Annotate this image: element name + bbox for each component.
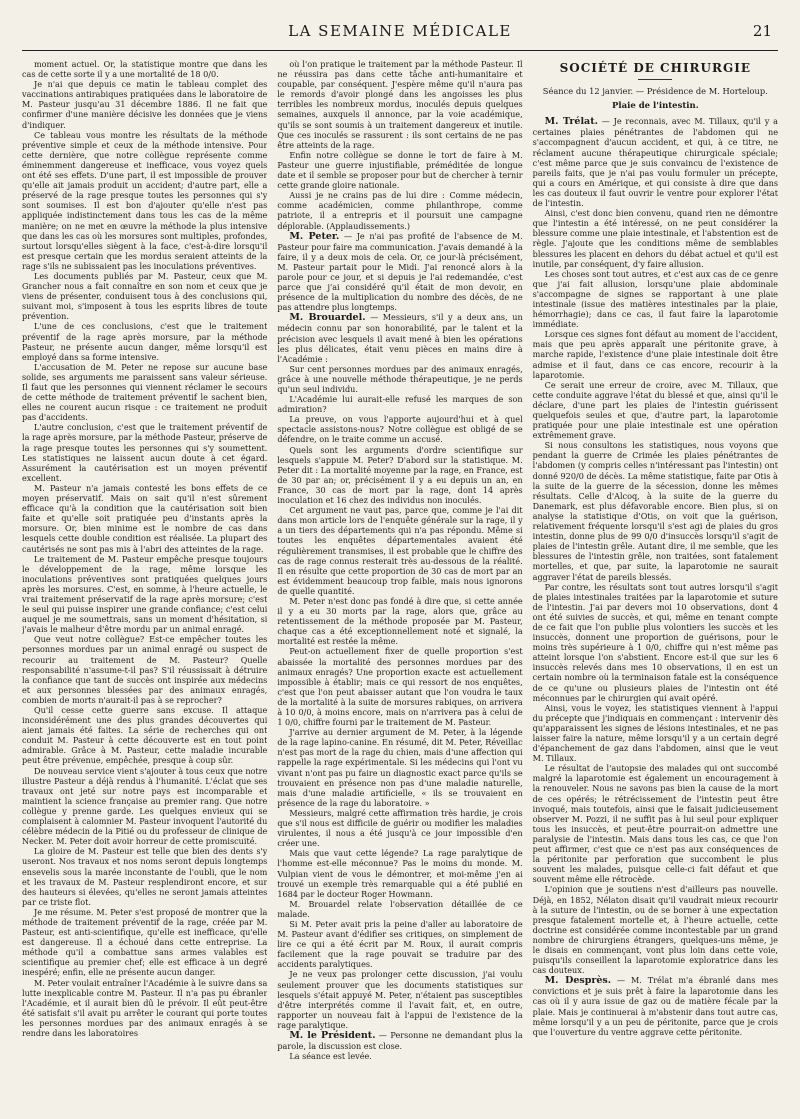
speaker-name: M. Brouardel. — [289, 312, 366, 324]
paragraph: Si nous consultons les statistiques, nous voyons que pendant la guerre de Crimée les plaies pénétrantes de l'abdomen (y compris celles n'intéressant pas l'intestin) ont donné 920/0 de décès. La même statistique, faite par Otis à la suite de la guerre de la sécession, donne les mêmes résultats. Celle d'Alcoq, à la suite de la guerre du Danemark, est plus défavorable encore. Bien plus, si on analyse la statistique d'Otis, on voit que la guérison, relativement fréquente lorsqu'il s'est agi de plaies du gros intestin, donne plus de 99 0/0 d'insuccès lorsqu'il s'agit de plaies de l'intestin grêle. Autant dire, il me semble, que les blessures de l'intestin grêle, non traitées, sont fatalement mortelles, et que, par suite, la laparotomie ne saurait aggraver l'état de pareils blessés. — [532, 440, 778, 582]
paragraph: Par contre, les résultats sont tout autres lorsqu'il s'agit de plaies intestinales traitées par la laparotomie et suture de l'intestin. J'ai par devers moi 10 observations, dont 4 ont été suivies de succès, et qui, même en tenant compte de ce fait que l'on publie plus volontiers les succès et les insuccès, donnent une proportion de guérisons, pour le moins très supérieure à 1 0/0, chiffre qui n'est même pas atteint lorsque l'on s'abstient. Encore est-il que sur les 6 insuccès relevés dans mes 10 observations, il en est un certain nombre où la terminaison fatale est la conséquence de ce qu'une ou plusieurs plaies de l'intestin ont été méconnues par le chirurgien qui avait opéré. — [532, 581, 778, 703]
paragraph: Si M. Peter avait pris la peine d'aller au laboratoire de M. Pasteur avant d'édifier ses critiques, on simplement de lire ce qui a été écrit par M. Roux, il aurait compris facilement que la rage pouvait se traduire par des accidents paralytiques. — [277, 918, 523, 970]
speech-president — [277, 1030, 522, 1051]
paragraph: Les documents publiés par M. Pasteur, ceux que M. Grancher nous a fait connaître en son nom et ceux que je viens de présenter, conduisent tous à des conclusions qui, suivant moi, s'imposent à tous les esprits libres de toute prévention. — [22, 270, 268, 322]
speech-despres — [533, 975, 778, 1037]
paragraph: Je ne veux pas prolonger cette discussion, j'ai voulu seulement prouver que les documents statistiques sur lesquels s'était appuyé M. Peter, n'étaient pas susceptibles d'être interprétés comme il l'avait fait, et, en outre, rapporter un nouveau fait à l'appui de l'existence de la rage paralytique. — [277, 969, 523, 1030]
speaker-name: M. Trélat. — [544, 116, 598, 128]
section-title: SOCIÉTÉ DE CHIRURGIE — [559, 61, 751, 75]
paragraph: Le résultat de l'autopsie des malades qui ont succombé malgré la laparotomie est également un encouragement à la renouveler. Nous ne savons pas bien la cause de la mort de ces opérés; le rétrécissement de l'intestin peut être invoqué, mais toutefois, ainsi que le faisait judicieusement observer M. Pozzi, il ne suffit pas à lui seul pour expliquer tous les insuccès, et peut-être pourrait-on admettre une paralysie de l'intestin. Mais dans tous les cas, ce que l'on peut affirmer, c'est que ce n'est pas aux conséquences de la péritonite par perforation que succombent le plus souvent les malades, puisque celle-ci fait défaut et que souvent même elle rétrocède. — [532, 763, 778, 885]
paragraph: Sur cent personnes mordues par des animaux enragés, grâce à une nouvelle méthode thérapeutique, je ne perds qu'un seul individu. — [277, 363, 523, 394]
speech-text: — Messieurs, s'il y a deux ans, un médecin connu par son honorabilité, par le talent et la précision avec lesquels il avait mené à bien les opérations les plus délicates, était venu pièces en mains dire à l'Académie : — [277, 312, 523, 364]
speech-text: — Personne ne demandant plus la parole, la discussion est close. — [277, 1030, 523, 1052]
paragraph: Ce serait une erreur de croire, avec M. Tillaux, que cette conduite aggrave l'état du blessé et que, ainsi qu'il le déclare, d'une part les plaies de l'intestin guérissent quelquefois seules et que, d'autre part, la laparotomie pratiquée pour une plaie intestinale est une opération extrêmement grave. — [532, 379, 778, 441]
speech-brouardel — [277, 312, 522, 363]
speech-trelat — [533, 116, 778, 208]
paragraph: De nouveau service vient s'ajouter à tous ceux que notre illustre Pasteur a déjà rendus à l'humanité. L'éclat que ses travaux ont jeté sur notre pays est incomparable et maintient la science française au premier rang. Que notre collègue y prenne garde. Les quelques envieux qui se complaisent à calomnier M. Pasteur invoquent l'autorité du célèbre médecin de la Pitié ou du professeur de clinique de Necker. M. Peter doit avoir horreur de cette promiscuité. — [22, 765, 268, 847]
section-divider — [638, 79, 672, 80]
session-line: Séance du 12 janvier. — Présidence de M. Horteloup. — [542, 86, 768, 97]
paragraph: où l'on pratique le traitement par la méthode Pasteur. Il ne réussira pas dans cette tâche anti-humanitaire et coupable, par conséquent. J'espère même qu'il n'aura pas le remords d'avoir plongé dans les angoisses les plus terribles les nombreux mordus, inoculés depuis quelques semaines, auxquels il annonce, par la voie académique, qu'ils se sont soumis à un traitement dangereux et inutile. Que ces inoculés se rassurent : ils sont certains de ne pas être atteints de la rage. — [277, 59, 523, 150]
paragraph: Ainsi, vous le voyez, les statistiques viennent à l'appui du précepte que j'indiquais en commençant : intervenir dès qu'apparaissent les signes de lésions intestinales, et ne pas laisser faire la nature, même lorsqu'il y a un certain degré d'épanchement de gaz dans l'abdomen, ainsi que le veut M. Tillaux. — [532, 702, 778, 764]
page-header — [22, 18, 778, 51]
column-1 — [22, 59, 267, 1109]
columns — [22, 59, 778, 1109]
paragraph: M. Peter n'est donc pas fondé à dire que, si cette année il y a eu 30 morts par la rage, alors que, grâce au retentissement de la méthode proposée par M. Pasteur, chaque cas a été exceptionnellement noté et signalé, la mortalité est restée la même. — [277, 595, 523, 647]
paragraph: Qu'il cesse cette guerre sans excuse. Il attaque inconsidérément une des plus grandes découvertes qui aient jamais été faites. La série de recherches qui ont conduit M. Pasteur à cette découverte est en tout point admirable. Grâce à M. Pasteur, cette maladie incurable peut être prévenue, empêchée, presque à coup sûr. — [22, 705, 268, 766]
speaker-name: M. Desprès. — [544, 975, 612, 987]
paragraph: Aussi je ne crains pas de lui dire : Comme médecin, comme académicien, comme philanthrope, comme patriote, il a entrepris et il poursuit une campagne déplorable. (Applaudissements.) — [277, 190, 523, 231]
paragraph: M. Peter voulait entraîner l'Académie à le suivre dans sa lutte inexplicable contre M. Pasteur. Il n'a pas pu ébranler l'Académie, et il aurait bien dû le prévoir. Il eût peut-être été satisfait s'il avait pu arrêter le courant qui porte toutes les personnes mordues par des animaux enragés à se rendre dans les laboratoires — [22, 977, 268, 1038]
column-3 — [533, 59, 778, 1109]
paragraph: Le traitement de M. Pasteur empêche presque toujours le développement de la rage, même lorsque les inoculations préventives sont pratiquées quelques jours après les morsures. C'est, en somme, à l'heure actuelle, le vrai traitement préservatif de la rage après morsure; c'est le seul qui puisse inspirer une grande confiance; c'est celui auquel je me soumettrais, sans un moment d'hésitation, si j'avais le malheur d'être mordu par un animal enragé. — [22, 553, 268, 635]
paragraph: Ainsi, c'est donc bien convenu, quand rien ne démontre que l'intestin a été intéressé, on ne peut considérer la blessure comme une plaie intestinale, et l'abstention est de règle. J'ajoute que les conditions même de semblables blessures les placent en dehors du débat actuel et qu'il est inutile, par conséquent, d'y faire allusion. — [532, 208, 778, 269]
paragraph: J'arrive au dernier argument de M. Peter, à la légende de la rage lapino-canine. En résumé, dit M. Peter, Réveillac n'est pas mort de la rage du chien, mais d'une affection qui rappelle la rage expérimentale. Si les médecins qui l'ont vu vivant n'ont pas pu faire un diagnostic exact parce qu'ils se trouvaient en présence non pas d'une maladie naturelle, mais d'une maladie artificielle, « ils se trouvaient en présence de la rage du laboratoire. » — [277, 727, 523, 808]
paragraph: Quels sont les arguments d'ordre scientifique sur lesquels s'appuie M. Peter? D'abord sur la statistique. M. Peter dit : La mortalité moyenne par la rage, en France, est de 30 par an; or, précisément il y a eu depuis un an, en France, 30 cas de mort par la rage, dont 14 après inoculation et 16 chez des individus non inoculés. — [277, 444, 523, 506]
paragraph: Ce tableau vous montre les résultats de la méthode préventive simple et ceux de la méthode intensive. Pour cette dernière, que notre collègue représente comme éminemment dangereuse et inefficace, vous voyez quels ont été ses effets. D'une part, il est impossible de prouver qu'elle ait jamais produit un accident; d'autre part, elle a préservé de la rage presque toutes les personnes qui s'y sont soumises. Il est bon d'ajouter qu'elle n'est pas appliquée indistinctement dans tous les cas de la même manière; on ne met en œuvre la méthode la plus intensive que dans les cas où les morsures sont multiples, profondes, surtout lorsqu'elles siègent à la face, c'est-à-dire lorsqu'il est presque certain que les mordus seraient atteints de la rage s'ils ne subissaient pas les inoculations préventives. — [22, 129, 268, 271]
paragraph: moment actuel. Or, la statistique montre que dans les cas de cette sorte il y a une mortalité de 18 0/0. — [22, 59, 268, 80]
closing-line: La séance est levée. — [289, 1051, 372, 1062]
paragraph: L'Académie lui aurait-elle refusé les marques de son admiration? — [277, 394, 523, 415]
subheading: Plaie de l'intestin. — [611, 101, 699, 112]
paragraph: M. Pasteur n'a jamais contesté les bons effets de ce moyen préservatif. Mais on sait qu'il n'est sûrement efficace qu'à la condition que la cautérisation soit bien faite et qu'elle soit pratiquée peu d'instants après la morsure. Or, bien minime est le nombre de cas dans lesquels cette double condition est réalisée. La plupart des cautérisés ne sont pas mis à l'abri des atteintes de la rage. — [22, 482, 268, 554]
paragraph: Messieurs, malgré cette affirmation très hardie, je crois que s'il nous est difficile de guérir ou modifier les maladies virulentes, il nous a été jusqu'à ce jour impossible d'en créer une. — [277, 807, 523, 849]
paragraph: Je me résume. M. Peter s'est proposé de montrer que la méthode de traitement préventif de la rage, créée par M. Pasteur, est anti-scientifique, qu'elle est inefficace, qu'elle est dangereuse. Il a échoué dans cette entreprise. La méthode qu'il a combattue sans armes valables est scientifique au premier chef; elle est efficace à un degré inespéré; enfin, elle ne présente aucun danger. — [22, 906, 268, 978]
paragraph: Je n'ai que depuis ce matin le tableau complet des vaccinations antirabiques pratiquées dans le laboratoire de M. Pasteur jusqu'au 31 décembre 1886. Il ne fait que confirmer d'une manière décisive les données que je viens d'indiquer. — [22, 79, 268, 130]
paragraph: Mais que vaut cette légende? La rage paralytique de l'homme est-elle méconnue? Pas le moins du monde. M. Vulpian vient de vous le démontrer, et moi-même j'en ai trouvé un exemple très remarquable qui a été publié en 1684 par le docteur Roger Howmann. — [277, 848, 523, 899]
paragraph: L'opinion que je soutiens n'est d'ailleurs pas nouvelle. Déjà, en 1852, Nélaton disait qu'il vaudrait mieux recourir à la suture de l'intestin, ou de se borner à une expectation presque fatalement mortelle et, à l'heure actuelle, cette doctrine est considérée comme incontestable par un grand nombre de chirurgiens étrangers, quelques-uns même, je le disais en commençant, vont plus loin dans cette voie, puisqu'ils conseillent la laparotomie exploratrice dans les cas douteux. — [532, 884, 778, 976]
paragraph: Enfin notre collègue se donne le tort de faire à M. Pasteur une guerre injustifiable, préméditée de longue date et il semble se proposer pour but de chercher à ternir cette grande gloire nationale. — [277, 149, 523, 191]
paragraph: Lorsque ces signes font défaut au moment de l'accident, mais que peu après apparaît une péritonite grave, à marche rapide, l'existence d'une plaie intestinale doit être admise et il faut, dans ce cas encore, recourir à la laparotomie. — [532, 329, 778, 380]
page-number: 21 — [752, 22, 772, 40]
paragraph: M. Brouardel relate l'observation détaillée de ce malade. — [277, 898, 523, 919]
paragraph: Que veut notre collègue? Est-ce empêcher toutes les personnes mordues par un animal enragé ou suspect de recourir au traitement de M. Pasteur? Quelle responsabilité n'assume-t-il pas? S'il réussissait à détruire la confiance que tant de succès ont inspirée aux médecins et aux personnes blessées par des animaux enragés, combien de morts n'aurait-il pas à se reprocher? — [22, 634, 268, 705]
paragraph: L'une de ces conclusions, c'est que le traitement préventif de la rage après morsure, par la méthode Pasteur, ne présente aucun danger, même lorsqu'il est employé dans sa forme intensive. — [22, 321, 268, 362]
paragraph: L'autre conclusion, c'est que le traitement préventif de la rage après morsure, par la méthode Pasteur, préserve de la rage presque toutes les personnes qui s'y soumettent. Les statistiques ne laissent aucun doute à cet égard. Assurément la cautérisation est un moyen préventif excellent. — [22, 422, 268, 483]
paragraph: Les choses sont tout autres, et c'est aux cas de ce genre que j'ai fait allusion, lorsqu'une plaie abdominale s'accompagne de signes se rapportant à une plaie intestinale (issue des matières intestinales par la plaie, hémorrhagie); dans ce cas, il faut faire la laparotomie immédiate. — [532, 268, 778, 330]
speech-text: — M. Trélat m'a ébranlé dans mes convictions et je suis prêt à faire la laparotomie dans les cas où il y aura issue de gaz ou de matière fécale par la plaie. Mais je continuerai à m'abstenir dans tout autre cas, même lorsqu'il y a un peu de péritonite, parce que je crois que l'ouverture du ventre aggrave cette péritonite. — [532, 975, 778, 1037]
paragraph: L'accusation de M. Peter ne repose sur aucune base solide, ses arguments me paraissent sans valeur sérieuse. Il faut que les personnes qui viennent réclamer le secours de cette méthode de traitement préventif le sachent bien, elles ne courent aucun risque : ce traitement ne produit pas d'accidents. — [22, 361, 268, 423]
speech-peter — [277, 231, 522, 313]
paragraph: Cet argument ne vaut pas, parce que, comme je l'ai dit dans mon article lors de l'enquête générale sur la rage, il y a un tiers des départements qui n'a pas répondu. Même si toutes les enquêtes départementales avaient été régulièrement transmises, il est probable que le chiffre des cas de rage connus resterait très au-dessous de la réalité. Il en résulte que cette proportion de 30 cas de mort par an est évidemment beaucoup trop faible, mais nous ignorons de quelle quantité. — [277, 505, 523, 596]
paragraph: La preuve, on vous l'apporte aujourd'hui et à quel spectacle assistons-nous? Notre collègue est obligé de se défendre, on le traite comme un accusé. — [277, 414, 523, 445]
paragraph: Peut-on actuellement fixer de quelle proportion s'est abaissée la mortalité des personnes mordues par des animaux enragés? Une proportion exacte est actuellement impossible à établir; mais ce qui ressort de nos enquêtes, c'est que l'on peut abaisser autant que l'on voudra le taux de la mortalité à la suite de morsures rabiques, on arrivera à 10 0/0, à moins encore, mais on n'arrivera pas à celui de 1 0/0, chiffre fourni par le traitement de M. Pasteur. — [277, 646, 523, 728]
paragraph: La gloire de M. Pasteur est telle que bien des dents s'y useront. Nos travaux et nos noms seront depuis longtemps ensevelis sous la marée inconstante de l'oubli, que le nom et les travaux de M. Pasteur resplendiront encore, et sur des hauteurs si élevées, qu'elles ne seront jamais atteintes par ce triste flot. — [22, 846, 268, 907]
column-2 — [277, 59, 522, 1109]
speech-text: — Je reconnais, avec M. Tillaux, qu'il y a certaines plaies pénétrantes de l'abdomen qui ne s'accompagnent d'aucun accident, et qui, à ce titre, ne réclament aucune thérapeutique chirurgicale spéciale; c'est même parce que je suis convaincu de l'existence de pareils faits, que je n'ai pas voulu formuler un précepte, qui a cours en Amérique, et qui consiste à dire que dans les cas douteux il faut ouvrir le ventre pour explorer l'état de l'intestin. — [532, 116, 778, 209]
running-title: LA SEMAINE MÉDICALE — [288, 22, 512, 40]
speaker-name: M. le Président. — [289, 1030, 376, 1041]
speech-text: — Je n'ai pas profité de l'absence de M. Pasteur pour faire ma communication. J'avais demandé à la faire, il y a deux mois de cela. Or, ce jour-là précisément, M. Pasteur partait pour le Midi. J'ai renoncé alors à la parole pour ce jour, et si depuis je l'ai redemandée, c'est parce que j'ai considéré qu'il était de mon devoir, en présence de la multiplication du nombre des décès, de ne pas attendre plus longtemps. — [277, 230, 523, 313]
speaker-name: M. Peter. — [289, 230, 340, 242]
